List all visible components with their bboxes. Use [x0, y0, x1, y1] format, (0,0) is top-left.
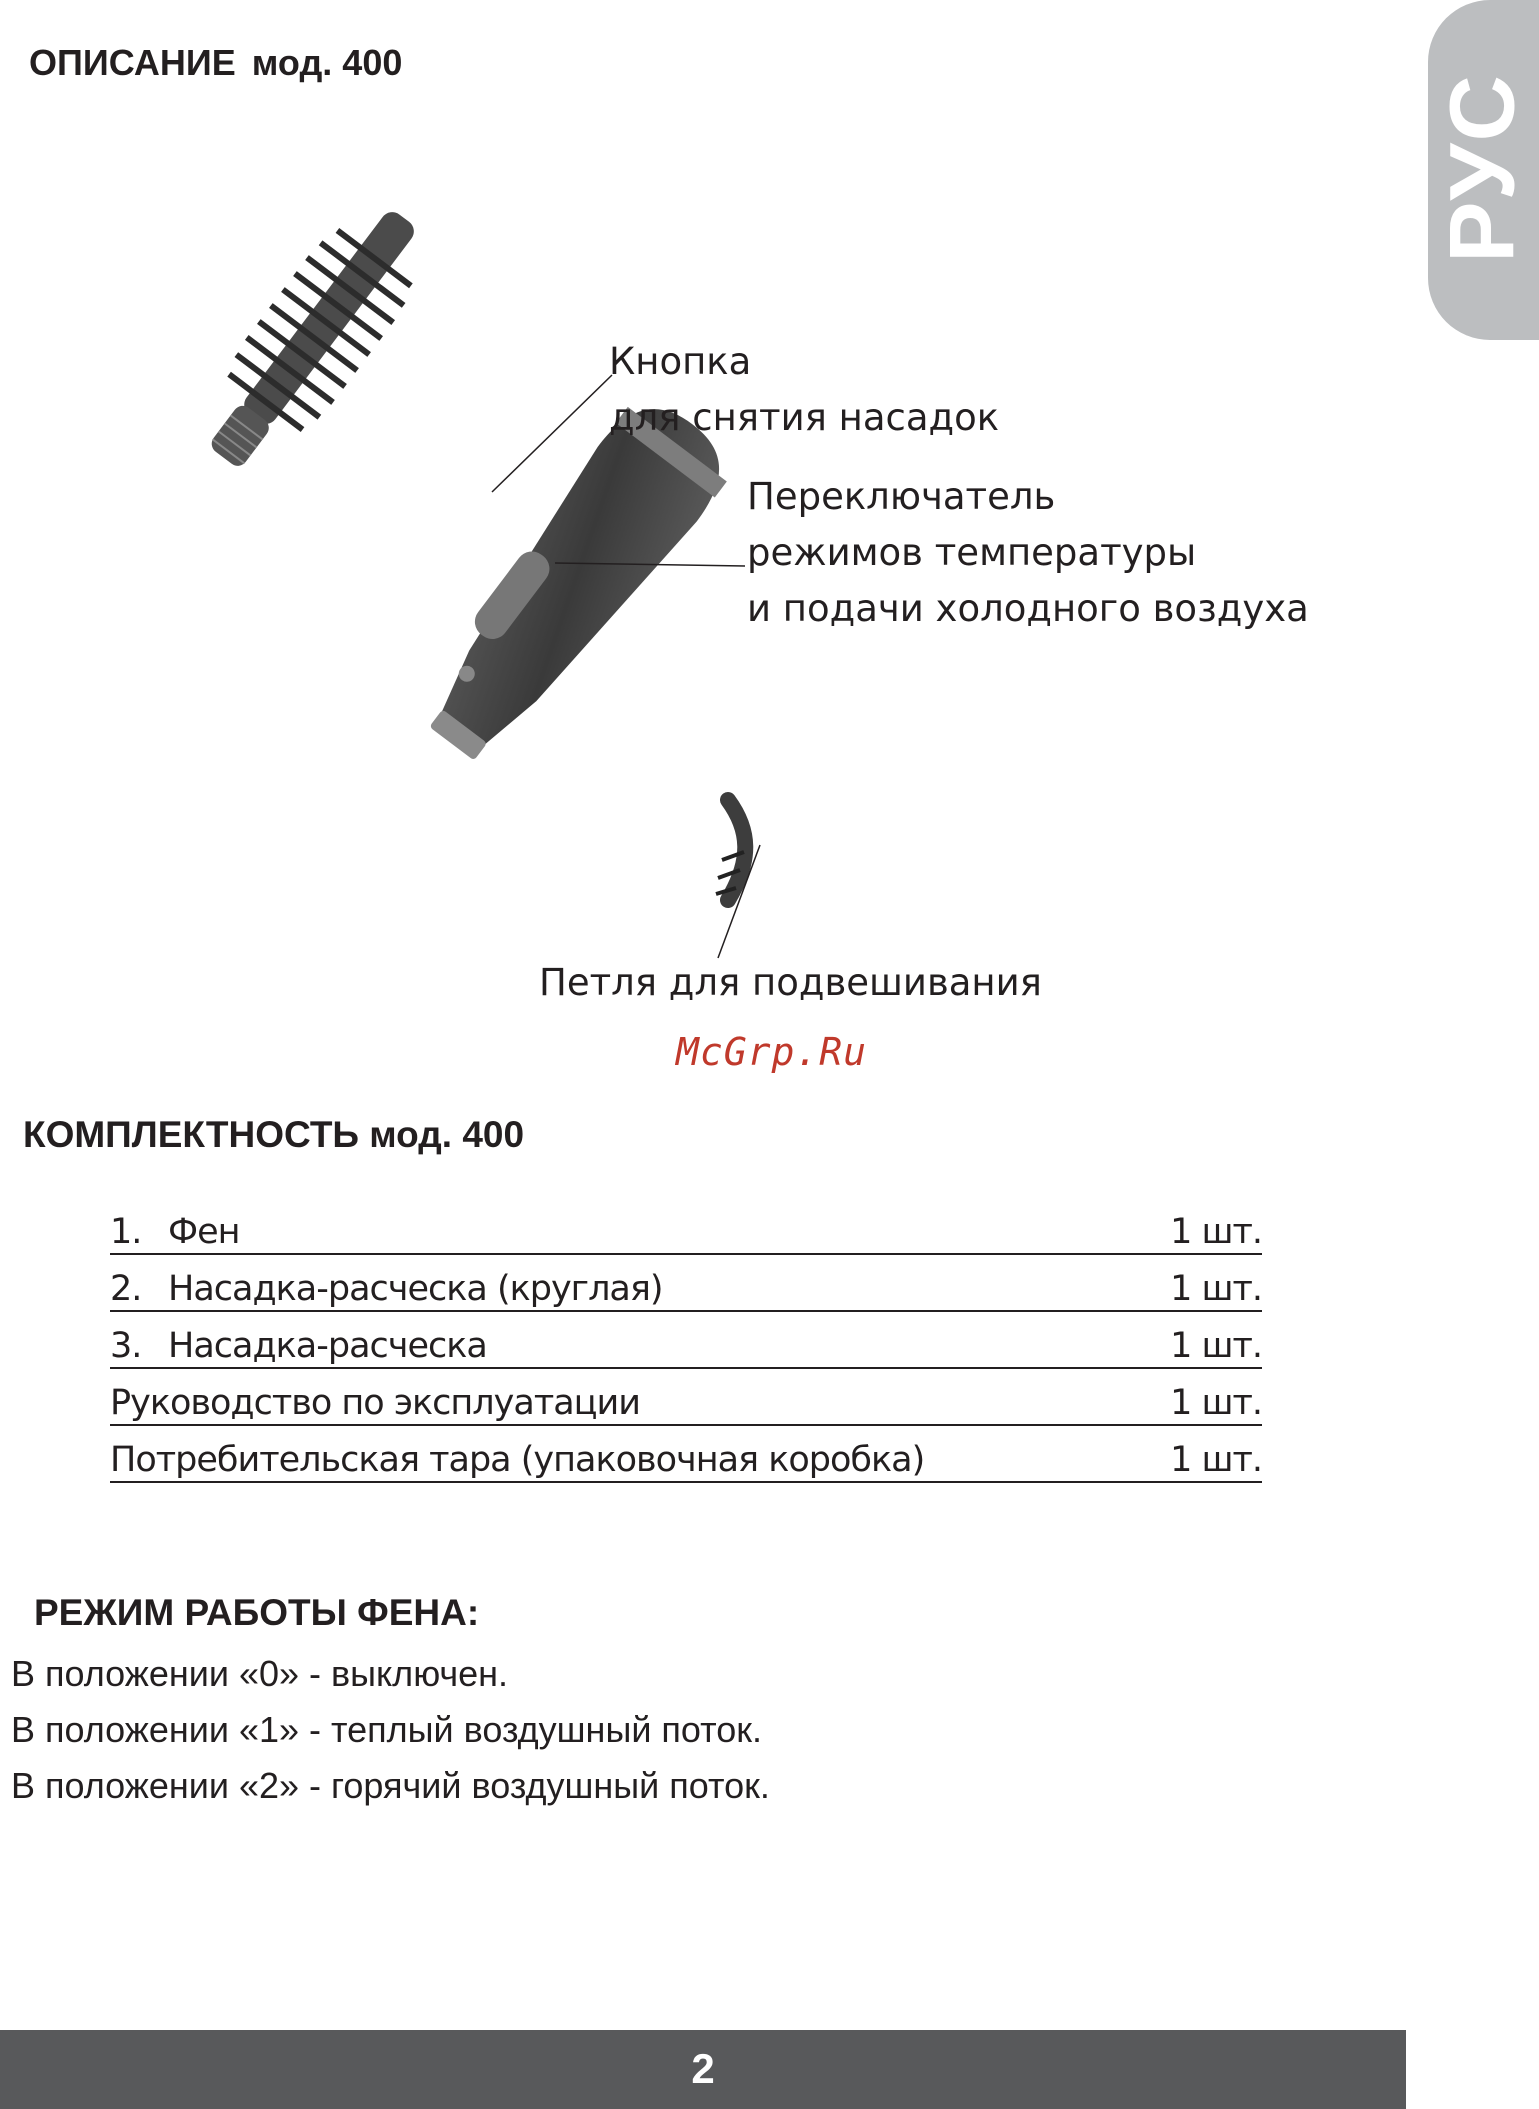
- callout-loop: [539, 955, 1042, 1011]
- description-model: мод. 400: [251, 42, 403, 83]
- callout-switch-line: Переключатель: [747, 475, 1056, 518]
- contents-list: [110, 1198, 1262, 1483]
- item-quantity: 1 шт.: [1170, 1269, 1262, 1309]
- callout-button-line: Кнопка: [609, 340, 752, 383]
- item-name: Насадка-расческа: [168, 1326, 487, 1366]
- list-item: [110, 1255, 1262, 1312]
- list-item: [110, 1312, 1262, 1369]
- callout-button: [609, 334, 999, 446]
- callout-button-line: для снятия насадок: [609, 396, 1000, 439]
- modes-list: [11, 1646, 770, 1814]
- item-name: Руководство по эксплуатации: [110, 1383, 640, 1423]
- callout-loop-line: Петля для подвешивания: [539, 961, 1042, 1004]
- callout-switch-line: и подачи холодного воздуха: [747, 587, 1309, 630]
- mode-line: В положении «1» - теплый воздушный поток.: [11, 1709, 763, 1750]
- callout-switch: [747, 469, 1309, 637]
- list-item: [110, 1369, 1262, 1426]
- page-footer: [0, 2030, 1406, 2109]
- list-item: [110, 1426, 1262, 1483]
- item-quantity: 1 шт.: [1170, 1383, 1262, 1423]
- item-number: 2.: [110, 1269, 142, 1309]
- item-name: Фен: [168, 1212, 240, 1252]
- language-tab-label: РУС: [1431, 73, 1534, 263]
- contents-heading: КОМПЛЕКТНОСТЬ мод. 400: [23, 1114, 525, 1155]
- item-name: Насадка-расческа (круглая): [168, 1269, 663, 1309]
- mode-line: В положении «0» - выключен.: [11, 1653, 509, 1694]
- item-number: 1.: [110, 1212, 142, 1252]
- page-number: 2: [691, 2045, 715, 2092]
- hair-dryer-drawing: [181, 186, 746, 900]
- item-quantity: 1 шт.: [1170, 1326, 1262, 1366]
- item-quantity: 1 шт.: [1170, 1440, 1262, 1480]
- mode-line: В положении «2» - горячий воздушный поток.: [11, 1765, 770, 1806]
- item-number: 3.: [110, 1326, 142, 1366]
- item-quantity: 1 шт.: [1170, 1212, 1262, 1252]
- watermark: McGrp.Ru: [676, 1030, 868, 1074]
- list-item: [110, 1198, 1262, 1255]
- item-name: Потребительская тара (упаковочная коробка): [110, 1440, 925, 1480]
- modes-heading: РЕЖИМ РАБОТЫ ФЕНА:: [34, 1592, 480, 1633]
- description-title: ОПИСАНИЕ: [29, 42, 236, 83]
- callout-switch-line: режимов температуры: [747, 531, 1197, 574]
